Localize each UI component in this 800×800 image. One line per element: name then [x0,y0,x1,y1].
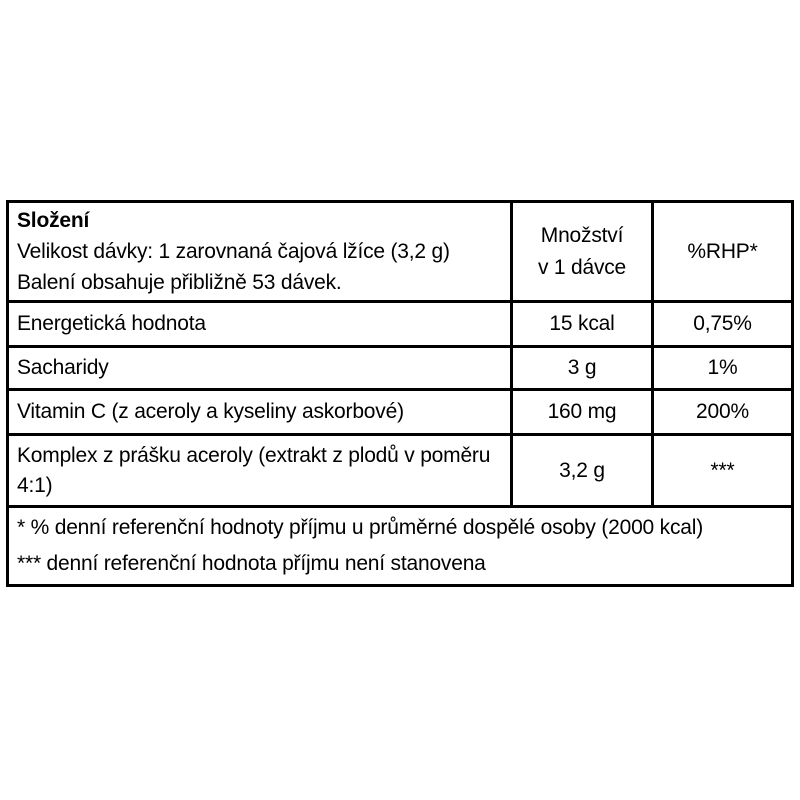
amount-value: 3 g [512,347,653,390]
servings-per-container-text: Balení obsahuje přibližně 53 dávek. [17,271,342,294]
rhp-value: 200% [653,390,793,435]
amount-value: 3,2 g [512,435,653,507]
nutrition-facts-table [6,200,794,587]
table-row-vitamin-c [8,390,793,435]
ingredients-header-cell [8,202,512,302]
amount-header-line2: v 1 dávce [537,255,627,279]
amount-value: 15 kcal [512,302,653,347]
table-title: Složení [17,209,90,232]
nutrient-label: Komplex z prášku aceroly (extrakt z plodů v poměru 4:1) [8,435,512,507]
nutrient-label: Sacharidy [8,347,512,390]
header-row [8,202,793,302]
footnotes-cell [8,507,793,586]
footnote-not-established: *** denní referenční hodnota příjmu není stanovena [17,552,486,575]
nutrient-label: Energetická hodnota [8,302,512,347]
table-row-acerola-complex [8,435,793,507]
serving-size-text: Velikost dávky: 1 zarovnaná čajová lžíce (3,2 g) [17,240,450,263]
table-row-carbohydrates [8,347,793,390]
footnotes-row [8,507,793,586]
amount-per-serving-header-cell [512,202,653,302]
amount-value: 160 mg [512,390,653,435]
rhp-value: 0,75% [653,302,793,347]
rhp-header-cell: %RHP* [653,202,793,302]
footnote-rhp-reference: * % denní referenční hodnoty příjmu u průměrné dospělé osoby (2000 kcal) [17,516,704,539]
rhp-value: *** [653,435,793,507]
rhp-value: 1% [653,347,793,390]
nutrient-label: Vitamin C (z aceroly a kyseliny askorbové) [8,390,512,435]
amount-header-line1: Množství [540,223,624,247]
table-row-energy [8,302,793,347]
